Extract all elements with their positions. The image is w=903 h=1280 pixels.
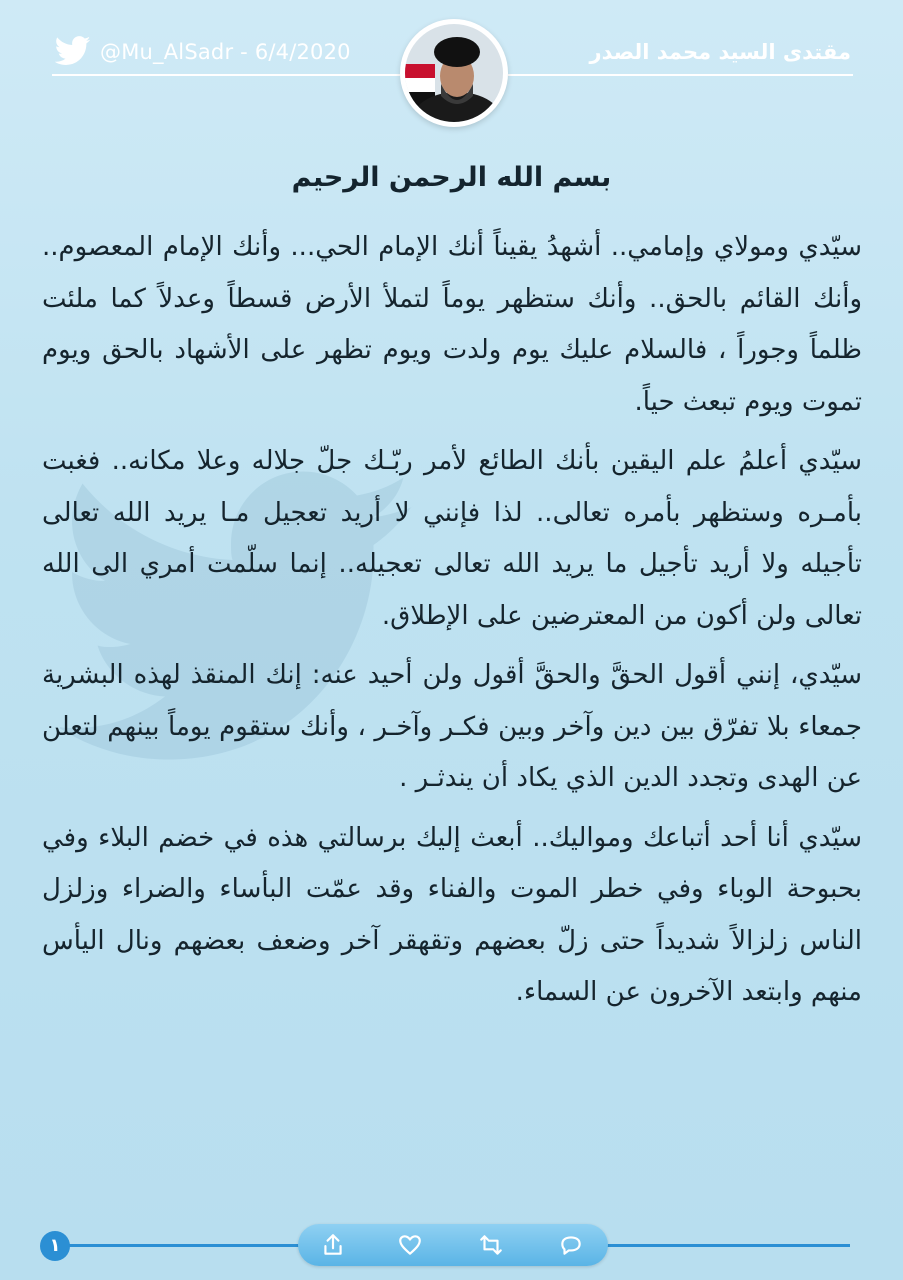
- header-divider-right: [508, 74, 853, 76]
- share-icon: [320, 1232, 346, 1258]
- tweet-header: [0, 0, 903, 140]
- retweet-button[interactable]: [478, 1232, 504, 1258]
- avatar[interactable]: [400, 19, 508, 127]
- share-button[interactable]: [320, 1232, 346, 1258]
- person-photo-icon: [405, 24, 503, 122]
- paragraph-1: سيّدي ومولاي وإمامي.. أشهدُ يقيناً أنك الإمام الحي... وأنك الإمام المعصوم.. وأنك القائم بالحق.. وأنك ستظهر يوماً لتملأ الأرض قسطاً وعدلاً كما ملئت ظلماً وجوراً ، فالسلام عليك يوم ولدت ويوم تظهر على الأشهاد بالحق ويوم تموت ويوم تبعث حياً.: [42, 232, 862, 417]
- author-handle-date[interactable]: @Mu_AlSadr - 6/4/2020: [100, 40, 351, 64]
- heart-icon: [397, 1232, 423, 1258]
- tweet-action-bar: [298, 1224, 608, 1266]
- page-number-badge: ١: [40, 1231, 70, 1261]
- retweet-icon: [478, 1232, 504, 1258]
- letter-body: [42, 222, 862, 1027]
- like-button[interactable]: [397, 1232, 423, 1258]
- paragraph-2: سيّدي أعلمُ علم اليقين بأنك الطائع لأمر ربّـك جلّ جلاله وعلا مكانه.. فغبت بأمـره وستظهر بأمره تعالى.. لذا فإنني لا أريد تعجيل مـا يريد الله تعالى تأجيله ولا أريد تأجيل ما يريد الله تعالى تعجيله.. إنما سلّمت أمري الى الله تعالى ولن أكون من المعترضين على الإطلاق.: [42, 446, 862, 631]
- reply-icon: [558, 1232, 584, 1258]
- letter-title: بسم الله الرحمن الرحيم: [291, 162, 612, 193]
- paragraph-4: سيّدي أنا أحد أتباعك ومواليك.. أبعث إليك برسالتي هذه في خضم البلاء وفي بحبوحة الوباء وفي خطر الموت والفناء وقد عمّت البأساء والضراء وزلزل الناس زلزالاً شديداً حتى زلّ بعضهم وتقهقر آخر وضعف بعضهم ونال اليأس منهم وابتعد الآخرون عن السماء.: [42, 822, 862, 1007]
- author-name[interactable]: مقتدى السيد محمد الصدر: [589, 40, 851, 64]
- twitter-bird-icon[interactable]: [55, 36, 91, 66]
- reply-button[interactable]: [558, 1232, 584, 1258]
- paragraph-3: سيّدي، إنني أقول الحقَّ والحقَّ أقول ولن أحيد عنه: إنك المنقذ لهذه البشرية جمعاء بلا تفرّق بين دين وآخر وبين فكـر وآخـر ، وأنك ستقوم يوماً بينهم لتعلن عن الهدى وتجدد الدين الذي يكاد أن يندثـر .: [42, 660, 862, 793]
- header-divider-left: [52, 74, 400, 76]
